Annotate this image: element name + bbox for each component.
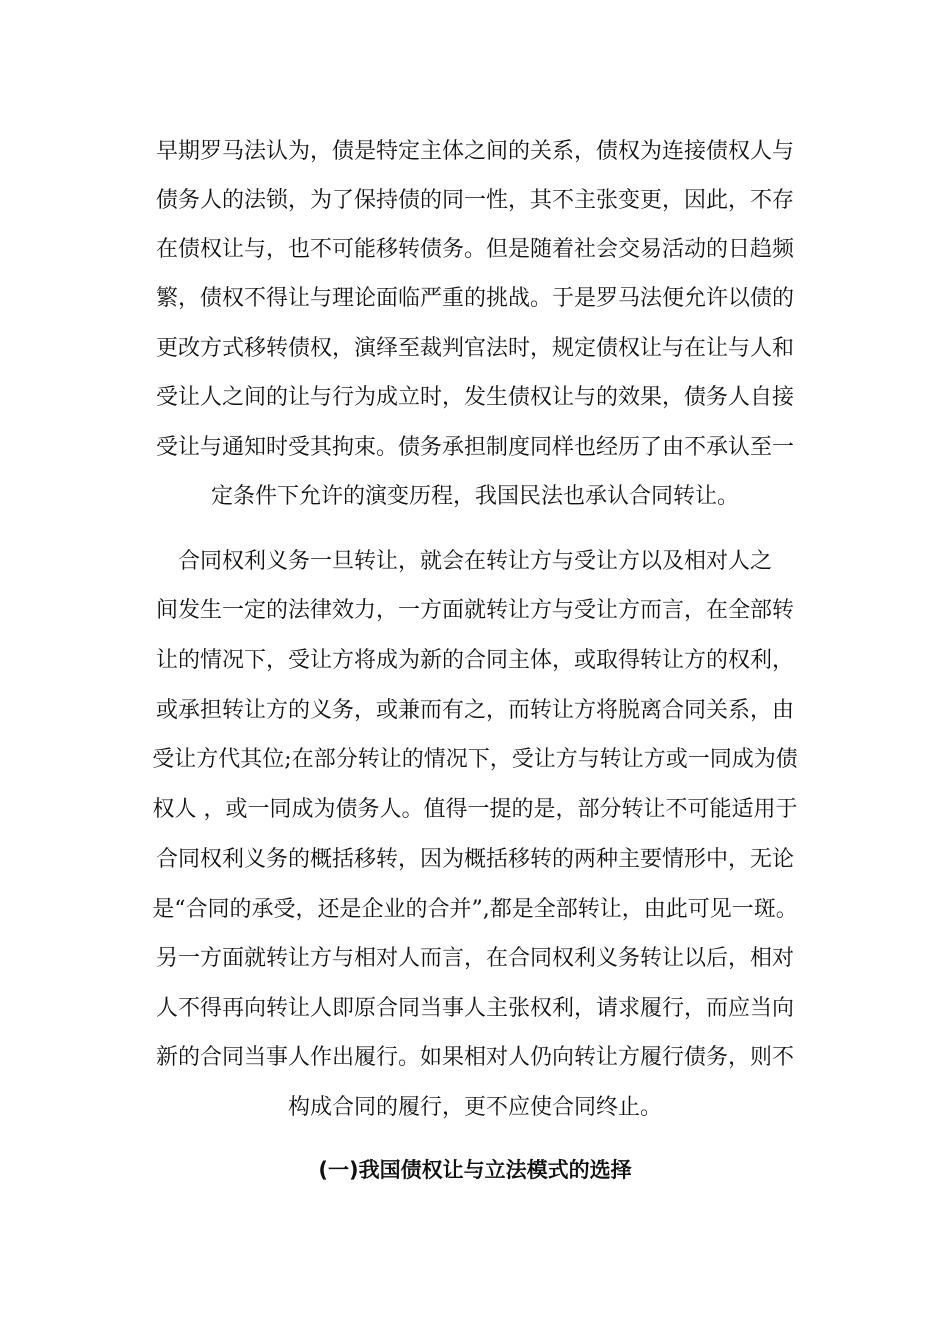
paragraph-line: 繁，债权不得让与理论面临严重的挑战。于是罗马法便允许以债的 (155, 286, 794, 311)
paragraph-line: 权人 ，或一同成为债务人。值得一提的是，部分转让不可能适用于 (152, 797, 798, 822)
paragraph-line: 更改方式移转债权，演绎至裁判官法时，规定债权让与在让与人和 (155, 336, 794, 361)
paragraph-line: 另一方面就转让方与相对人而言，在合同权利义务转让以后，相对 (155, 946, 794, 971)
paragraph-line: 债务人的法锁，为了保持债的同一性，其不主张变更，因此，不存 (155, 188, 794, 213)
paragraph-line: 合同权利义务一旦转让，就会在转让方与受让方以及相对人之 (177, 549, 772, 574)
paragraph-line: 早期罗马法认为，债是特定主体之间的关系，债权为连接债权人与 (155, 139, 794, 164)
paragraph-line: 合同权利义务的概括移转，因为概括移转的两种主要情形中，无论 (155, 847, 794, 872)
paragraph-line: 在债权让与，也不可能移转债务。但是随着社会交易活动的日趋频 (155, 237, 794, 262)
paragraph-line: 间发生一定的法律效力，一方面就转让方与受让方而言，在全部转 (155, 598, 794, 623)
paragraph-line: 或承担转让方的义务，或兼而有之，而转让方将脱离合同关系，由 (155, 698, 794, 723)
paragraph-line: 受让方代其位;在部分转让的情况下，受让方与转让方或一同成为债 (152, 747, 798, 772)
paragraph-line: 受让人之间的让与行为成立时，发生债权让与的效果，债务人自接 (155, 385, 794, 410)
paragraph-line: 定条件下允许的演变历程，我国民法也承认合同转让。 (210, 484, 739, 509)
paragraph-line: 人不得再向转让人即原合同当事人主张权利，请求履行，而应当向 (155, 996, 794, 1021)
paragraph-line: 受让与通知时受其拘束。债务承担制度同样也经历了由不承认至一 (155, 435, 794, 460)
paragraph-line: 新的合同当事人作出履行。如果相对人仍向转让方履行债务，则不 (155, 1045, 794, 1070)
paragraph-line: 是“合同的承受，还是企业的合并”,都是全部转让，由此可见一斑。 (152, 897, 798, 922)
paragraph-line: 让的情况下，受让方将成为新的合同主体，或取得转让方的权利， (155, 648, 794, 673)
paragraph-line: 构成合同的履行，更不应使合同终止。 (287, 1095, 662, 1120)
section-heading: (一)我国债权让与立法模式的选择 (318, 1158, 632, 1182)
